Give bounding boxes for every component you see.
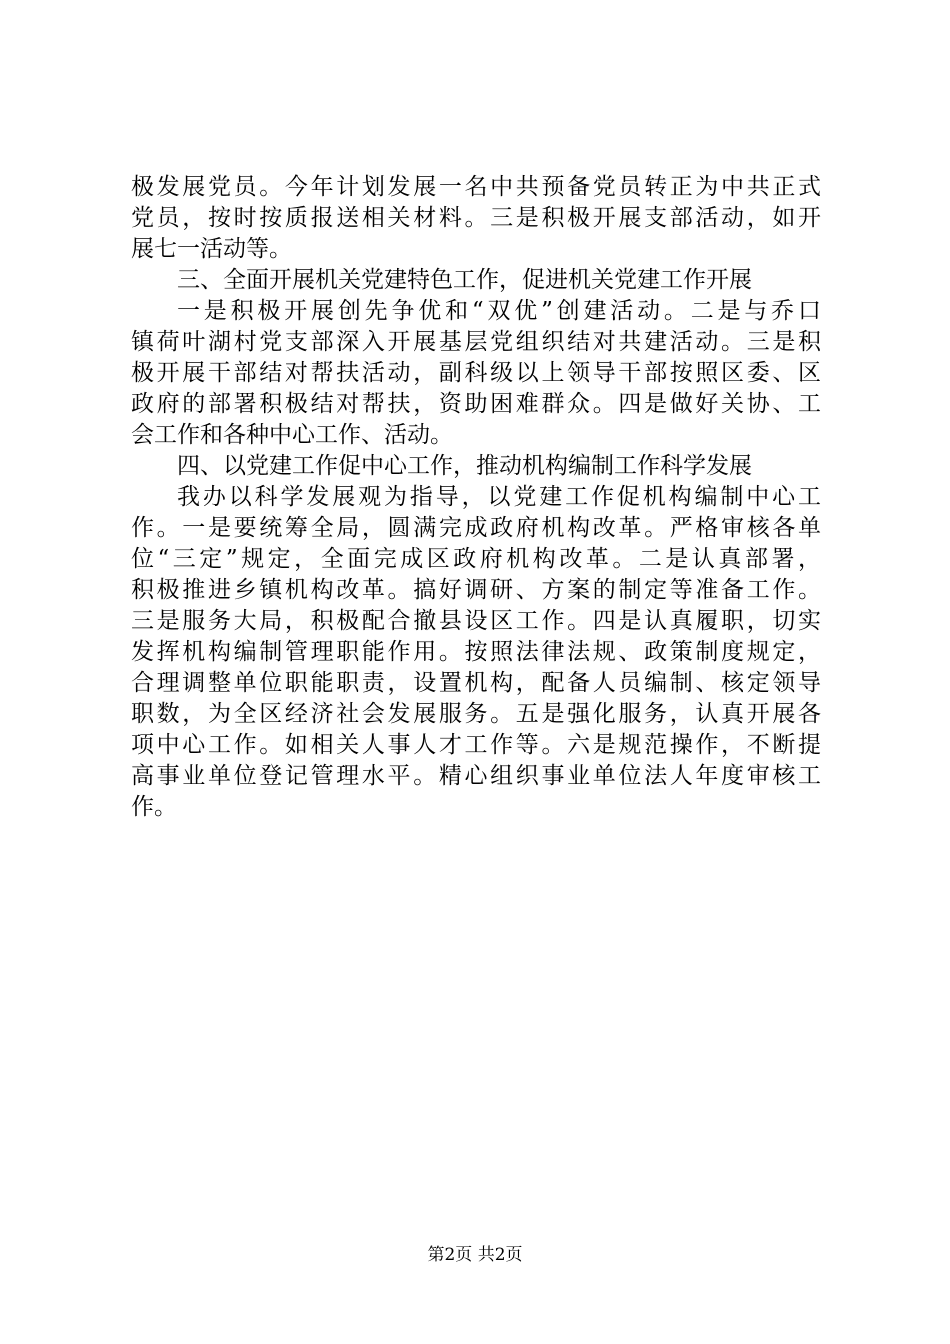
paragraph-line: 位“三定”规定，全面完成区政府机构改革。二是认真部署， [131,546,821,572]
paragraph-line: 高事业单位登记管理水平。精心组织事业单位法人年度审核工 [131,763,821,789]
paragraph-line: 项中心工作。如相关人事人才工作等。六是规范操作，不断提 [131,732,821,758]
section-heading-3: 三、全面开展机关党建特色工作，促进机关党建工作开展 [177,267,752,293]
paragraph-line: 极开展干部结对帮扶活动，副科级以上领导干部按照区委、区 [131,360,821,386]
paragraph-line: 一是积极开展创先争优和“双优”创建活动。二是与乔口 [177,298,821,324]
paragraph-line: 职数，为全区经济社会发展服务。五是强化服务，认真开展各 [131,701,821,727]
paragraph-line: 展七一活动等。 [131,236,292,262]
paragraph-line: 党员，按时按质报送相关材料。三是积极开展支部活动，如开 [131,205,821,231]
paragraph-line: 会工作和各种中心工作、活动。 [131,422,453,448]
paragraph-line: 作。一是要统筹全局，圆满完成政府机构改革。严格审核各单 [131,515,821,541]
document-body [131,172,821,823]
paragraph-line: 三是服务大局，积极配合撤县设区工作。四是认真履职，切实 [131,608,821,634]
paragraph-line: 我办以科学发展观为指导，以党建工作促机构编制中心工 [177,484,821,510]
paragraph-line: 极发展党员。今年计划发展一名中共预备党员转正为中共正式 [131,174,821,200]
paragraph-line: 发挥机构编制管理职能作用。按照法律法规、政策制度规定， [131,639,821,665]
section-heading-4: 四、以党建工作促中心工作，推动机构编制工作科学发展 [177,453,752,479]
paragraph-line: 积极推进乡镇机构改革。搞好调研、方案的制定等准备工作。 [131,577,821,603]
page-number-footer: 第2页 共2页 [427,1245,523,1265]
paragraph-line: 政府的部署积极结对帮扶，资助困难群众。四是做好关协、工 [131,391,821,417]
paragraph-line: 作。 [131,794,177,820]
paragraph-line: 镇荷叶湖村党支部深入开展基层党组织结对共建活动。三是积 [131,329,821,355]
paragraph-line: 合理调整单位职能职责，设置机构，配备人员编制、核定领导 [131,670,821,696]
